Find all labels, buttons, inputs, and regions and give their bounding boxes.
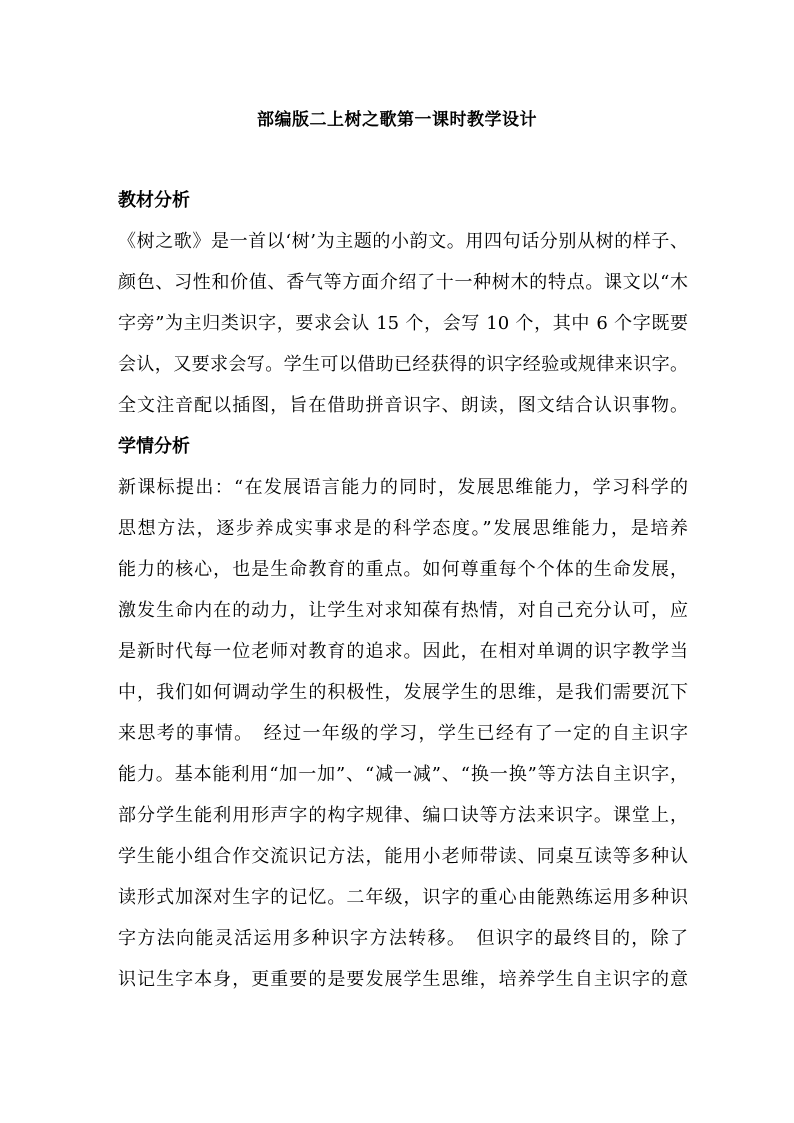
paragraph-line: 中，我们如何调动学生的积极性，发展学生的思维，是我们需要沉下	[118, 682, 688, 703]
paragraph-line: 字方法向能灵活运用多种识字方法转移。 但识字的最终目的，除了	[118, 928, 688, 949]
paragraph-line: 会认，又要求会写。学生可以借助已经获得的识字经验或规律来识字。	[118, 354, 688, 375]
paragraph-line: 颜色、习性和价值、香气等方面介绍了十一种树木的特点。课文以“木	[118, 272, 688, 293]
paragraph-line: 学生能小组合作交流识记方法，能用小老师带读、同桌互读等多种认	[118, 846, 688, 867]
paragraph-line: 是新时代每一位老师对教育的追求。因此，在相对单调的识字教学当	[118, 641, 688, 662]
paragraph-line: 能力的核心，也是生命教育的重点。如何尊重每个个体的生命发展，	[118, 559, 688, 580]
document-body	[118, 180, 688, 1000]
paragraph-line: 思想方法，逐步养成实事求是的科学态度。”发展思维能力，是培养	[118, 518, 688, 539]
paragraph-line: 《树之歌》是一首以‘树’为主题的小韵文。用四句话分别从树的样子、	[118, 231, 688, 252]
paragraph-line: 来思考的事情。 经过一年级的学习，学生已经有了一定的自主识字	[118, 723, 688, 744]
paragraph-line: 识记生字本身，更重要的是要发展学生思维，培养学生自主识字的意	[118, 969, 688, 990]
paragraph-line: 读形式加深对生字的记忆。二年级，识字的重心由能熟练运用多种识	[118, 887, 688, 908]
section-heading-learner: 学情分析	[118, 436, 190, 457]
document-title: 部编版二上树之歌第一课时教学设计	[257, 110, 537, 130]
paragraph-line: 全文注音配以插图，旨在借助拼音识字、朗读，图文结合认识事物。	[118, 395, 688, 416]
paragraph-line: 字旁”为主归类识字，要求会认 15 个，会写 10 个，其中 6 个字既要	[118, 313, 688, 334]
paragraph-line: 能力。基本能利用“加一加”、“减一减”、“换一换”等方法自主识字，	[118, 764, 688, 785]
paragraph-line: 新课标提出：“在发展语言能力的同时，发展思维能力，学习科学的	[118, 477, 688, 498]
paragraph-line: 部分学生能利用形声字的构字规律、编口诀等方法来识字。课堂上，	[118, 805, 688, 826]
paragraph-line: 激发生命内在的动力，让学生对求知葆有热情，对自己充分认可，应	[118, 600, 688, 621]
section-heading-material: 教材分析	[118, 190, 190, 211]
